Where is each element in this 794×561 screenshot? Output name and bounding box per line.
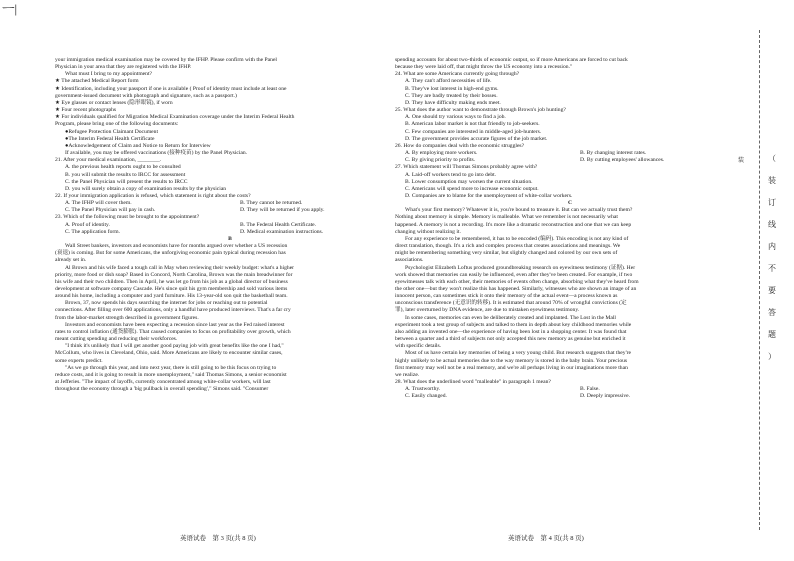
text-line: priority, more food or dish soap? Based in Concord, North Carolina, Brown was the main breadwinner for xyxy=(55,271,293,278)
option-text: B. False. xyxy=(580,386,600,393)
binding-char: 线 xyxy=(768,220,776,229)
right-column xyxy=(395,57,745,401)
text-line: around his home, including a computer and yard furniture. His 13-year-old son quit the basketball team. xyxy=(55,293,288,300)
text-line: C. Few companies are interested in middle-aged job-hunters. xyxy=(405,128,542,135)
option-text: C. The application form. xyxy=(65,228,121,235)
top-corner-mark: ㅡ| xyxy=(2,1,18,16)
option-text: D. They will be returned if you apply. xyxy=(240,207,325,214)
text-line: A. One should try various ways to find a job. xyxy=(405,114,506,121)
text-line: A. They can't afford necessities of life. xyxy=(405,78,492,85)
text-line: already set in. xyxy=(55,257,87,264)
text-line: ★ Four recent photographs xyxy=(55,107,117,114)
text-line: innocent person, can sometimes stick it onto their memory of the actual event—a process known as xyxy=(395,293,618,300)
option-text: B. They cannot be returned. xyxy=(240,200,303,207)
text-line: Al Brown and his wife faced a tough call in May when reviewing their weekly budget: what's a higher xyxy=(65,264,295,271)
page-number-right: 英语试卷 第 4 页(共 8 页) xyxy=(508,535,584,542)
text-line: might be remembering something very similar, but slightly changed and colored by our own sets of xyxy=(395,250,618,257)
text-line: experiment took a test group of subjects and talked to them in depth about key childhood memories while xyxy=(395,321,632,328)
text-line: B. They've lost interest in high-end gyms. xyxy=(405,85,499,92)
text-line: What's your first memory? Whatever it is, you're bound to treasure it. But can we actually trust them? xyxy=(405,207,633,214)
passage-heading: C xyxy=(567,200,573,207)
option-row xyxy=(395,157,745,164)
binding-char: 内 xyxy=(768,242,776,251)
text-line: 25. What does the author want to demonstrate through Brown's job hunting? xyxy=(395,107,566,114)
left-column xyxy=(55,57,405,393)
passage-heading: B xyxy=(228,235,232,242)
binding-char: ） xyxy=(768,352,776,361)
text-line: 罪), later overturned by DNA evidence, are due to mistaken eyewitness testimony. xyxy=(395,307,580,314)
option-row xyxy=(55,222,405,229)
text-line: C. Americans will spend more to increase economic output. xyxy=(405,185,539,192)
text-line: B. American labor market is not that friendly to job-seekers. xyxy=(405,121,540,128)
text-line: 22. If your immigration application is refused, which statement is right about the costs? xyxy=(55,192,251,199)
text-line: we realize. xyxy=(395,371,420,378)
text-line: from the labor-market strength described in government figures. xyxy=(55,314,199,321)
text-line: 26. How do companies deal with the economic struggles? xyxy=(395,142,525,149)
text-line: A. Laid-off workers tend to go into debt. xyxy=(405,171,497,178)
binding-char: （ xyxy=(768,154,776,163)
option-text: C. Easily changed. xyxy=(405,393,447,400)
text-line: Brown, 37, now spends his days searching the internet for jobs or reaching out to potential xyxy=(65,300,268,307)
text-line: B. Lower consumption may worsen the current situation. xyxy=(405,178,533,185)
text-line: Psychologist Elizabeth Loftus produced groundbreaking research on eyewitness testimony (证据). Her xyxy=(405,264,636,271)
option-text: D. By cutting employees' allowances. xyxy=(580,157,665,164)
text-line: If available, you may be offered vaccinations (接种疫苗) by the Panel Physician. xyxy=(65,150,248,157)
text-line: rates to control inflation (通货膨胀). That caused companies to focus on profitability over growth, which xyxy=(55,328,291,335)
text-line: Nothing about memory is simple. Memory is malleable. What we remember is not necessarily what xyxy=(395,214,618,221)
text-line: your immigration medical examination may be covered by the IFHP. Please confirm with the Panel xyxy=(55,57,277,63)
text-line: at Jefferies. "The impact of layoffs, currently concentrated among white-collar workers, will last xyxy=(55,379,271,386)
text-line: ★ Eye glasses or contact lenses (隐形眼镜), if worn xyxy=(55,99,173,106)
text-line: What must I bring to my appointment? xyxy=(65,71,152,78)
text-line: Program, please bring one of the following documents: xyxy=(55,121,179,128)
text-line: ●Acknowledgement of Claim and Notice to Return for Interview xyxy=(65,142,211,149)
text-line: C. the Panel Physician will present the results to IRCC xyxy=(65,178,188,185)
option-row xyxy=(395,393,745,400)
text-line: happened. A memory is not a recording. It's more like a dramatic reconstruction and one that we can keep xyxy=(395,221,632,228)
text-line: eyewitnesses talk with each other, their memories of events often change, absorbing what they've heard from xyxy=(395,278,639,285)
binding-char: 题 xyxy=(768,330,776,339)
binding-char: 订 xyxy=(768,198,776,207)
option-text: A. The IFHP will cover them. xyxy=(65,200,132,207)
text-line: because they were laid off, that might throw the US economy into a recession." xyxy=(395,64,573,71)
text-line: 23. Which of the following must be brought to the appointment? xyxy=(55,214,200,221)
option-text: A. Proof of identity. xyxy=(65,221,110,228)
option-text: D. Medical examination instructions. xyxy=(240,228,324,235)
text-line: D. The government provides accurate figures of the job market. xyxy=(405,135,548,142)
binding-char: 不 xyxy=(768,264,776,273)
option-row xyxy=(55,200,405,207)
text-line: ★ Identification, including your passport if one is available ( Proof of identity must include at least one xyxy=(55,85,287,92)
text-line: direct translation, though. It's a rich and complex process that creates associations and meanings. We xyxy=(395,243,621,250)
text-line: spending accounts for about two-thirds of economic output, so if more Americans are forced to cut back xyxy=(395,57,628,63)
text-line: work showed that memories can easily be influenced, even after they've been created. For example, if two xyxy=(395,271,633,278)
text-line: "I think it's unlikely that I will get another good paying job with great benefits like the one I had," xyxy=(65,343,284,350)
text-line: 28. What does the underlined word "malleable" in paragraph 1 mean? xyxy=(395,379,551,386)
binding-side-label: 装 xyxy=(738,158,745,164)
text-line: D. you will surely obtain a copy of examination results by the physician xyxy=(65,185,227,192)
text-line: "As we go through this year, and into next year, there is still going to be this focus on trying to xyxy=(65,364,277,371)
text-line: between a quarter and a third of subjects not only accepted this new memory as genuine but enriched it xyxy=(395,336,626,343)
text-line: Wall Street bankers, investors and economists have for months argued over whether a US recession xyxy=(65,243,288,250)
text-line: government-issued document with photograph and signature, such as a passport.) xyxy=(55,92,237,99)
text-line: B. you will submit the results to IRCC for assessment xyxy=(65,171,186,178)
text-line: A. the previous health reports ought to be consulted xyxy=(65,164,181,171)
text-line: ●The Interim Federal Health Certificate xyxy=(65,135,155,142)
text-line: unconscious transference (无意识的转移). It is estimated that around 70% of wrongful convictions (定 xyxy=(395,300,627,307)
text-line: McCollum, who lives in Cleveland, Ohio, said. More Americans are likely to encounter similar cases, xyxy=(55,350,283,357)
option-text: C. By giving priority to profits. xyxy=(405,157,476,164)
text-line: connections. After filling over 600 applications, only a handful have produced interviews. That's a far cry xyxy=(55,307,291,314)
binding-char: 要 xyxy=(768,286,776,295)
binding-instruction xyxy=(758,148,786,368)
binding-char: 装 xyxy=(768,176,776,185)
text-line: Physician in your area that they are registered with the IFHP. xyxy=(55,64,192,71)
page-number-left: 英语试卷 第 3 页(共 8 页) xyxy=(180,535,256,542)
text-line: changing without realizing it. xyxy=(395,228,461,235)
text-line: also adding an invented one—the experience of having been lost in a shopping center. It was found that xyxy=(395,328,627,335)
text-line: In some cases, memories can even be deliberately created and implanted. The Lost in the Mall xyxy=(405,314,616,321)
option-text: B. By changing interest rates. xyxy=(580,150,647,157)
text-line: meant cutting spending and reducing their workforces. xyxy=(55,336,178,343)
text-line: 21. After your medical examination, ________. xyxy=(55,157,162,164)
text-line: reduce costs, and it is going to result in more unemployment," said Thomas Simons, a senior economist xyxy=(55,371,287,378)
text-line: Investors and economists have been expecting a recession since last year as the Fed raised interest xyxy=(65,321,285,328)
text-line: first memory may well not be a real memory, and we're all perhaps living in our imaginations more than xyxy=(395,364,628,371)
text-line: his wife and their two children. Then in April, he was let go from his job as a global director of business xyxy=(55,278,288,285)
option-text: A. By employing more workers. xyxy=(405,150,478,157)
option-text: A. Trustworthy. xyxy=(405,386,441,393)
text-line: 27. Which statement will Thomas Simons probably agree with? xyxy=(395,164,538,171)
text-line: C. They are badly treated by their bosses. xyxy=(405,92,498,99)
text-line: highly unlikely to be actual memories due to the way memory is stored in the baby brain. Your precious xyxy=(395,357,628,364)
option-text: D. Deeply impressive. xyxy=(580,393,631,400)
text-line: some experts predict. xyxy=(55,357,103,364)
text-line: development at software company Cascade. He's since quit his gym membership and sold various items xyxy=(55,286,288,292)
text-line: the other one—but they won't realize this has happened. Similarly, witnesses who are shown an image of an xyxy=(395,286,637,292)
text-line: throughout the economy through a 'big pullback in overall spending'," Simons said. "Consumer xyxy=(55,386,269,393)
text-line: For any experience to be remembered, it has to be encoded (编码). This encoding is not any kind of xyxy=(405,235,629,242)
option-row xyxy=(395,386,745,393)
text-line: Most of us have certain key memories of being a very young child. But research suggests that they're xyxy=(405,350,631,357)
text-line: D. They have difficulty making ends meet. xyxy=(405,99,501,106)
option-row xyxy=(55,229,405,236)
option-text: B. The Federal Health Certificate. xyxy=(240,221,317,228)
text-line: with specific details. xyxy=(395,343,442,350)
text-line: ★ For individuals qualified for Migration Medical Examination coverage under the Interim Federal Health xyxy=(55,114,295,121)
text-line: 24. What are some Americans currently going through? xyxy=(395,71,520,78)
text-line: D. Companies are to blame for the unemployment of white-collar workers. xyxy=(405,192,573,199)
text-line: ●Refugee Protection Claimant Document xyxy=(65,128,159,135)
text-line: (衰退) is coming. But for some Americans, the unforgiving economic pain typical during recession has xyxy=(55,250,286,257)
binding-char: 答 xyxy=(768,308,776,317)
text-line: associations. xyxy=(395,257,424,264)
option-text: C. The Panel Physician will pay in cash. xyxy=(65,207,156,214)
text-line: ★ The attached Medical Report form xyxy=(55,78,139,85)
